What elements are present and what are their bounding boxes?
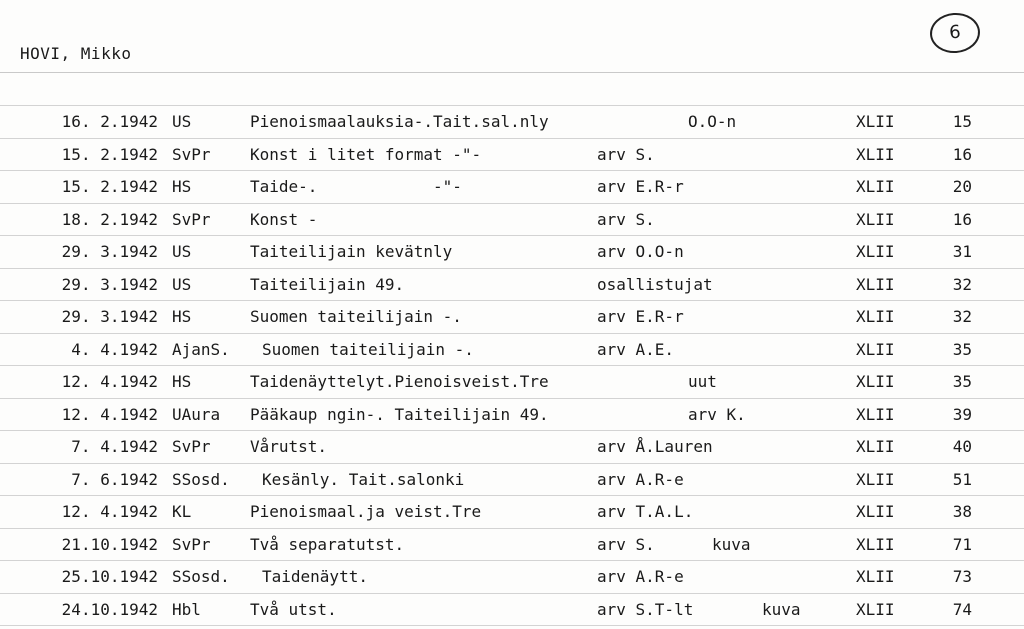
entry-date: 25.10.1942 <box>61 567 158 586</box>
entry-page: 74 <box>952 599 972 619</box>
entry-volume: XLII <box>856 144 895 164</box>
entry-title: Suomen taiteilijain -. <box>262 339 474 359</box>
entry-reviewer: arv A.R-e <box>597 567 684 586</box>
entry-note: kuva <box>712 534 751 554</box>
entry-reviewer: arv S. <box>597 209 655 229</box>
entry-volume: XLII <box>856 242 895 261</box>
entry-volume: XLII <box>856 437 895 456</box>
entry-title: Konst i litet format -"- <box>250 144 482 164</box>
entry-row <box>0 236 1024 269</box>
entry-page: 15 <box>952 112 972 131</box>
entry-paper: SvPr <box>172 534 211 554</box>
entry-paper: SvPr <box>172 209 211 229</box>
entry-paper: HS <box>172 177 192 196</box>
entry-volume: XLII <box>856 404 895 424</box>
entry-row <box>0 594 1024 627</box>
entry-row <box>0 269 1024 302</box>
entry-page: 20 <box>952 177 972 196</box>
header-divider <box>0 72 1024 73</box>
entry-note: kuva <box>762 599 801 619</box>
entry-page: 32 <box>952 274 972 294</box>
entry-date: 12. 4.1942 <box>61 404 158 424</box>
entry-date: 12. 4.1942 <box>61 502 158 521</box>
entry-volume: XLII <box>856 209 895 229</box>
entry-page: 38 <box>952 502 972 521</box>
entry-date: 21.10.1942 <box>61 534 158 554</box>
entry-page: 51 <box>952 469 972 489</box>
entry-title: Taide-. -"- <box>250 177 462 196</box>
entry-note: uut <box>688 372 717 391</box>
entry-reviewer: osallistujat <box>597 274 713 294</box>
entry-date: 15. 2.1942 <box>61 144 158 164</box>
entry-row <box>0 105 1024 139</box>
entry-page: 16 <box>952 209 972 229</box>
entry-reviewer: arv K. <box>688 404 746 424</box>
entry-volume: XLII <box>856 274 895 294</box>
entry-paper: SSosd. <box>172 469 230 489</box>
entry-date: 12. 4.1942 <box>61 372 158 391</box>
entry-row <box>0 496 1024 529</box>
entry-title: Pienoismaalauksia-.Tait.sal.nly <box>250 112 549 131</box>
entry-page: 73 <box>952 567 972 586</box>
entry-row <box>0 204 1024 237</box>
entry-reviewer: arv E.R-r <box>597 177 684 196</box>
entry-page: 35 <box>952 372 972 391</box>
entry-row <box>0 464 1024 497</box>
entry-paper: US <box>172 274 192 294</box>
entry-paper: UAura <box>172 404 221 424</box>
entry-title: Suomen taiteilijain -. <box>250 307 462 326</box>
entry-page: 16 <box>952 144 972 164</box>
entry-title: Två utst. <box>250 599 337 619</box>
entry-volume: XLII <box>856 307 895 326</box>
entry-row <box>0 529 1024 562</box>
entry-title: Pienoismaal.ja veist.Tre <box>250 502 482 521</box>
entry-reviewer: arv E.R-r <box>597 307 684 326</box>
entry-date: 29. 3.1942 <box>61 242 158 261</box>
entry-paper: KL <box>172 502 192 521</box>
entry-paper: US <box>172 242 192 261</box>
entry-reviewer: arv S. <box>597 534 655 554</box>
entry-row <box>0 366 1024 399</box>
entry-page: 35 <box>952 339 972 359</box>
entry-reviewer: arv A.E. <box>597 339 675 359</box>
entry-date: 7. 4.1942 <box>71 437 158 456</box>
entry-list <box>0 105 1024 626</box>
entry-page: 31 <box>952 242 972 261</box>
entry-row <box>0 431 1024 464</box>
entry-reviewer: arv T.A.L. <box>597 502 694 521</box>
entry-title: Två separatutst. <box>250 534 405 554</box>
entry-row <box>0 301 1024 334</box>
entry-volume: XLII <box>856 469 895 489</box>
entry-date: 16. 2.1942 <box>61 112 158 131</box>
entry-paper: SSosd. <box>172 567 230 586</box>
entry-title: Kesänly. Tait.salonki <box>262 469 465 489</box>
entry-reviewer: arv S. <box>597 144 655 164</box>
entry-reviewer: O.O-n <box>688 112 737 131</box>
entry-row <box>0 171 1024 204</box>
entry-date: 4. 4.1942 <box>71 339 158 359</box>
entry-paper: SvPr <box>172 437 211 456</box>
entry-paper: Hbl <box>172 599 201 619</box>
entry-volume: XLII <box>856 502 895 521</box>
entry-page: 71 <box>952 534 972 554</box>
entry-row <box>0 561 1024 594</box>
entry-page: 32 <box>952 307 972 326</box>
entry-title: Vårutst. <box>250 437 328 456</box>
entry-row <box>0 334 1024 367</box>
entry-date: 7. 6.1942 <box>71 469 158 489</box>
entry-title: Taiteilijain 49. <box>250 274 405 294</box>
entry-volume: XLII <box>856 372 895 391</box>
entry-title: Pääkaup ngin-. Taiteilijain 49. <box>250 404 549 424</box>
card-number-circle: 6 <box>929 11 982 54</box>
entry-volume: XLII <box>856 177 895 196</box>
entry-date: 15. 2.1942 <box>61 177 158 196</box>
entry-date: 18. 2.1942 <box>61 209 158 229</box>
entry-volume: XLII <box>856 534 895 554</box>
entry-page: 40 <box>952 437 972 456</box>
entry-title: Taiteilijain kevätnly <box>250 242 453 261</box>
entry-paper: US <box>172 112 192 131</box>
entry-page: 39 <box>952 404 972 424</box>
entry-row <box>0 139 1024 172</box>
entry-date: 24.10.1942 <box>61 599 158 619</box>
entry-date: 29. 3.1942 <box>61 274 158 294</box>
entry-reviewer: arv O.O-n <box>597 242 684 261</box>
entry-title: Taidenäytt. <box>262 567 368 586</box>
entry-reviewer: arv Å.Lauren <box>597 437 713 456</box>
entry-title: Taidenäyttelyt.Pienoisveist.Tre <box>250 372 549 391</box>
card-header-name: HOVI, Mikko <box>20 44 132 63</box>
entry-reviewer: arv A.R-e <box>597 469 684 489</box>
entry-paper: HS <box>172 372 192 391</box>
entry-row <box>0 399 1024 432</box>
entry-volume: XLII <box>856 339 895 359</box>
entry-paper: SvPr <box>172 144 211 164</box>
entry-paper: AjanS. <box>172 339 230 359</box>
entry-volume: XLII <box>856 112 895 131</box>
entry-paper: HS <box>172 307 192 326</box>
entry-volume: XLII <box>856 567 895 586</box>
entry-reviewer: arv S.T-lt <box>597 599 694 619</box>
entry-title: Konst - <box>250 209 318 229</box>
entry-date: 29. 3.1942 <box>61 307 158 326</box>
entry-volume: XLII <box>856 599 895 619</box>
